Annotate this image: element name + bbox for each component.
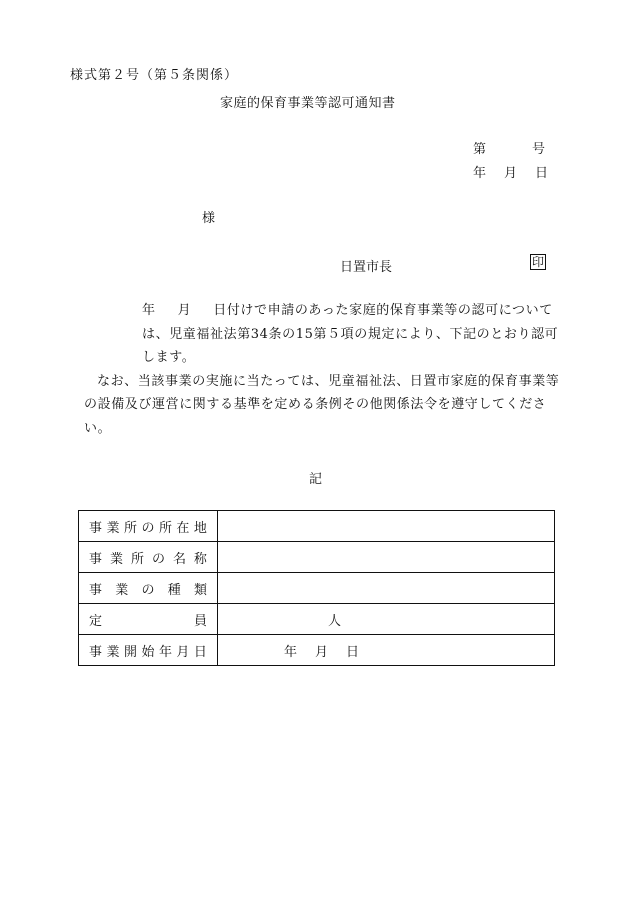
issue-date xyxy=(473,162,548,181)
table-row xyxy=(79,635,555,666)
details-table xyxy=(78,510,555,666)
value-name[interactable] xyxy=(218,542,555,573)
issuer-name: 日置市長 xyxy=(340,260,393,275)
table-row xyxy=(79,511,555,542)
date-day: 日 xyxy=(535,166,549,181)
label-location: 事 業 所 の 所 在 地 xyxy=(79,511,218,542)
record-heading: 記 xyxy=(309,472,323,487)
seal-mark: 印 xyxy=(532,255,545,269)
value-type[interactable] xyxy=(218,573,555,604)
label-start-date: 事 業 開 始 年 月 日 xyxy=(79,635,218,666)
reference-number xyxy=(473,138,545,157)
label-type: 事 業 の 種 類 xyxy=(79,573,218,604)
table-row xyxy=(79,604,555,635)
table-row xyxy=(79,573,555,604)
value-start-date[interactable]: 年 月 日 xyxy=(218,635,555,666)
label-capacity: 定 員 xyxy=(79,604,218,635)
value-capacity[interactable]: 人 xyxy=(218,604,555,635)
label-name: 事 業 所 の 名 称 xyxy=(79,542,218,573)
body-approval-text: 日付けで申請のあった家庭的保育事業等の認可については、児童福祉法第34条の15第５項の規定により、下記のとおり認可します。 xyxy=(142,303,559,365)
number-prefix: 第 xyxy=(473,142,487,157)
number-suffix: 号 xyxy=(532,142,546,157)
addressee-honorific: 様 xyxy=(202,211,216,226)
document-title: 家庭的保育事業等認可通知書 xyxy=(220,96,396,111)
form-number: 様式第２号（第５条関係） xyxy=(70,68,239,83)
body-year: 年 xyxy=(142,303,156,318)
value-location[interactable] xyxy=(218,511,555,542)
date-year: 年 xyxy=(473,166,487,181)
body-month: 月 xyxy=(177,303,192,318)
table-row xyxy=(79,542,555,573)
date-month: 月 xyxy=(504,166,518,181)
paragraph-compliance: なお、当該事業の実施に当たっては、児童福祉法、日置市家庭的保育事業等の設備及び運営に関する基準を定める条例その他関係法令を遵守してください。 xyxy=(84,373,560,436)
notice-body xyxy=(84,299,560,440)
paragraph-approval xyxy=(84,299,560,370)
